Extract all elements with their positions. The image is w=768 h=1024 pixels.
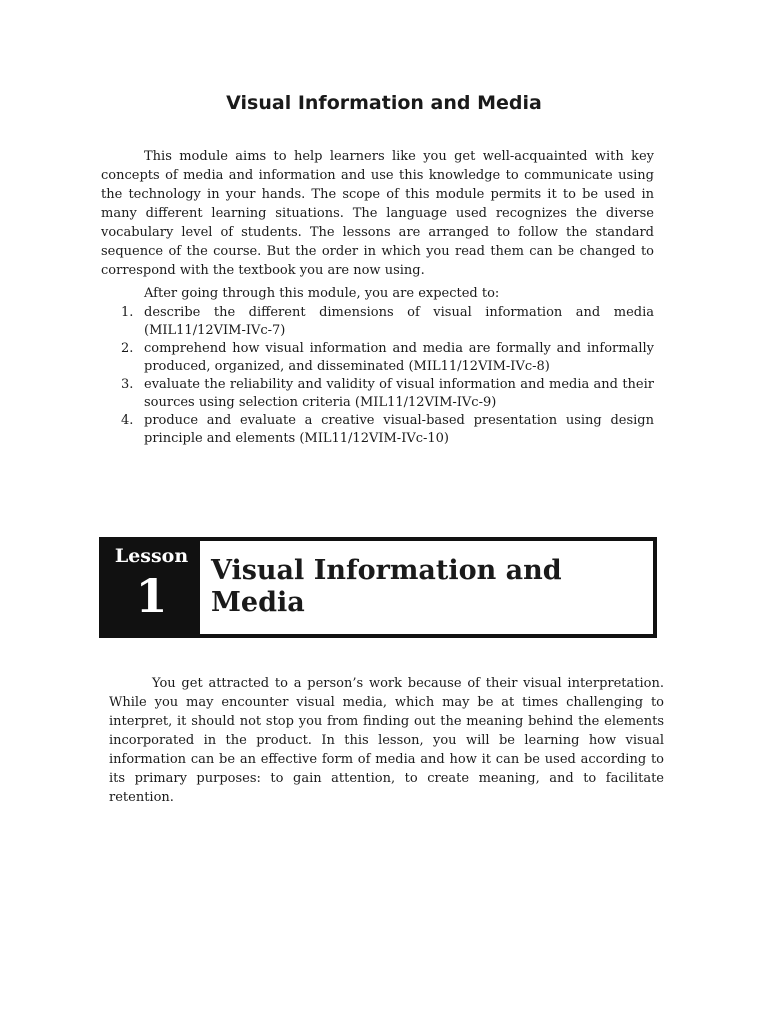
objective-number: 2.	[121, 341, 134, 356]
page-title: Visual Information and Media	[226, 92, 542, 114]
lesson-label-box	[103, 541, 200, 634]
objective-text: evaluate the reliability and validity of visual information and media and their sources using selection criteria (MIL11/12VIM-IVc-9)	[144, 377, 654, 410]
lesson-title: Visual Information and Media	[211, 555, 562, 618]
lesson-body-paragraph: You get attracted to a person’s work because of their visual interpretation. While you may encounter visual media, which may be at times challenging to interpret, it should not stop you from finding out the meaning behind the elements incorporated in the product. In this lesson, you will be learning how visual information can be an effective form of media and how it can be used according to its primary purposes: to gain attention, to create meaning, and to facilitate retention.	[109, 676, 664, 805]
objective-number: 3.	[121, 377, 134, 392]
lesson-number: 1	[135, 569, 168, 623]
objective-number: 4.	[121, 413, 134, 428]
objective-item	[101, 376, 654, 412]
objective-number: 1.	[121, 305, 134, 320]
objective-item	[101, 340, 654, 376]
objectives-lead: After going through this module, you are expected to:	[144, 286, 500, 301]
objectives-list	[101, 304, 654, 448]
lesson-banner	[99, 537, 657, 638]
objective-item	[101, 304, 654, 340]
objective-text: describe the different dimensions of visual information and media (MIL11/12VIM-IVc-7)	[144, 305, 654, 338]
intro-paragraph: This module aims to help learners like you get well-acquainted with key concepts of media and information and use this knowledge to communicate using the technology in your hands. The scope of this module permits it to be used in many different learning situations. The language used recognizes the diverse vocabulary level of students. The lessons are arranged to follow the standard sequence of the course. But the order in which you read them can be changed to correspond with the textbook you are now using.	[101, 149, 654, 278]
objective-text: comprehend how visual information and media are formally and informally produced, organized, and disseminated (MIL11/12VIM-IVc-8)	[144, 341, 654, 374]
objective-item	[101, 412, 654, 448]
objective-text: produce and evaluate a creative visual-based presentation using design principle and elements (MIL11/12VIM-IVc-10)	[144, 413, 654, 446]
lesson-label: Lesson	[114, 545, 189, 567]
